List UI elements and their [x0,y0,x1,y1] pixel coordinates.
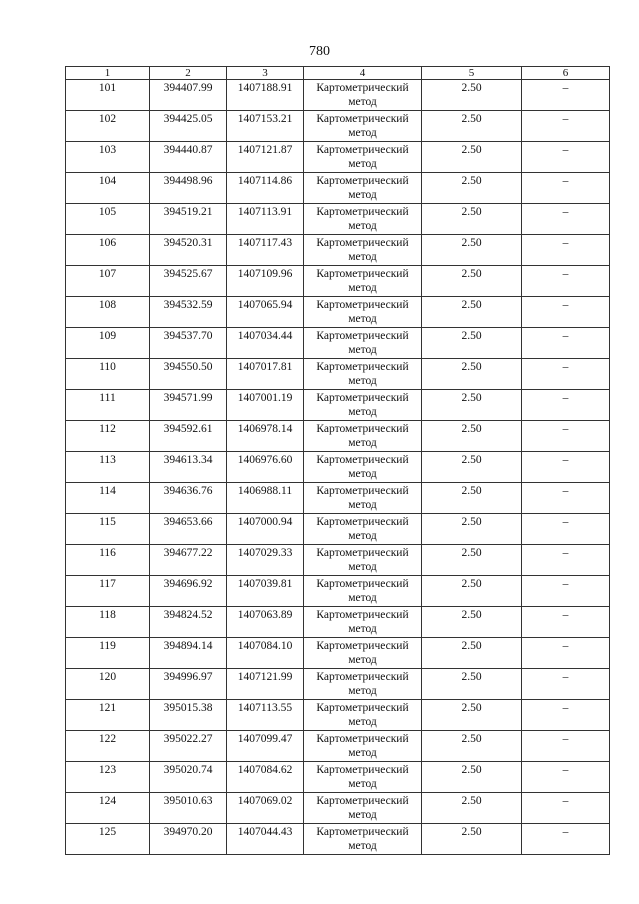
point-number-cell: 116 [66,545,150,576]
point-number-cell: 112 [66,421,150,452]
y-coordinate-cell: 1407099.47 [227,731,304,762]
description-cell: – [522,483,610,514]
method-cell: Картометрический метод [304,235,422,266]
table-row [66,762,610,793]
description-cell: – [522,700,610,731]
point-number-cell: 107 [66,266,150,297]
table-row [66,576,610,607]
column-header-2: 2 [150,67,227,80]
description-cell: – [522,452,610,483]
table-row [66,204,610,235]
point-number-cell: 101 [66,80,150,111]
point-number-cell: 123 [66,762,150,793]
table-header-row [66,67,610,80]
x-coordinate-cell: 394407.99 [150,80,227,111]
table-row [66,607,610,638]
method-cell: Картометрический метод [304,731,422,762]
accuracy-cell: 2.50 [422,452,522,483]
point-number-cell: 120 [66,669,150,700]
x-coordinate-cell: 394498.96 [150,173,227,204]
description-cell: – [522,235,610,266]
y-coordinate-cell: 1407113.55 [227,700,304,731]
y-coordinate-cell: 1407114.86 [227,173,304,204]
table-row [66,266,610,297]
y-coordinate-cell: 1406976.60 [227,452,304,483]
table-row [66,173,610,204]
y-coordinate-cell: 1407001.19 [227,390,304,421]
point-number-cell: 119 [66,638,150,669]
point-number-cell: 118 [66,607,150,638]
table-body [66,80,610,855]
method-cell: Картометрический метод [304,111,422,142]
y-coordinate-cell: 1407084.62 [227,762,304,793]
accuracy-cell: 2.50 [422,235,522,266]
table-row [66,700,610,731]
column-header-5: 5 [422,67,522,80]
description-cell: – [522,266,610,297]
accuracy-cell: 2.50 [422,731,522,762]
accuracy-cell: 2.50 [422,793,522,824]
point-number-cell: 110 [66,359,150,390]
x-coordinate-cell: 394894.14 [150,638,227,669]
description-cell: – [522,545,610,576]
point-number-cell: 105 [66,204,150,235]
x-coordinate-cell: 394425.05 [150,111,227,142]
table-row [66,483,610,514]
y-coordinate-cell: 1407117.43 [227,235,304,266]
accuracy-cell: 2.50 [422,359,522,390]
method-cell: Картометрический метод [304,700,422,731]
accuracy-cell: 2.50 [422,266,522,297]
x-coordinate-cell: 395015.38 [150,700,227,731]
table-row [66,669,610,700]
point-number-cell: 104 [66,173,150,204]
y-coordinate-cell: 1407109.96 [227,266,304,297]
point-number-cell: 106 [66,235,150,266]
y-coordinate-cell: 1406978.14 [227,421,304,452]
table-row [66,111,610,142]
point-number-cell: 114 [66,483,150,514]
y-coordinate-cell: 1407039.81 [227,576,304,607]
method-cell: Картометрический метод [304,483,422,514]
table-row [66,731,610,762]
table-row [66,638,610,669]
accuracy-cell: 2.50 [422,204,522,235]
table-row [66,793,610,824]
point-number-cell: 117 [66,576,150,607]
point-number-cell: 115 [66,514,150,545]
y-coordinate-cell: 1407029.33 [227,545,304,576]
method-cell: Картометрический метод [304,359,422,390]
y-coordinate-cell: 1407034.44 [227,328,304,359]
accuracy-cell: 2.50 [422,824,522,855]
method-cell: Картометрический метод [304,514,422,545]
x-coordinate-cell: 394550.50 [150,359,227,390]
x-coordinate-cell: 394636.76 [150,483,227,514]
x-coordinate-cell: 394996.97 [150,669,227,700]
description-cell: – [522,328,610,359]
y-coordinate-cell: 1407069.02 [227,793,304,824]
coordinates-table [65,66,610,855]
method-cell: Картометрический метод [304,204,422,235]
column-header-4: 4 [304,67,422,80]
accuracy-cell: 2.50 [422,421,522,452]
method-cell: Картометрический метод [304,576,422,607]
accuracy-cell: 2.50 [422,607,522,638]
y-coordinate-cell: 1407084.10 [227,638,304,669]
method-cell: Картометрический метод [304,452,422,483]
description-cell: – [522,669,610,700]
accuracy-cell: 2.50 [422,390,522,421]
y-coordinate-cell: 1407065.94 [227,297,304,328]
y-coordinate-cell: 1407121.87 [227,142,304,173]
accuracy-cell: 2.50 [422,483,522,514]
accuracy-cell: 2.50 [422,297,522,328]
x-coordinate-cell: 394440.87 [150,142,227,173]
method-cell: Картометрический метод [304,328,422,359]
x-coordinate-cell: 394571.99 [150,390,227,421]
accuracy-cell: 2.50 [422,80,522,111]
table-row [66,545,610,576]
method-cell: Картометрический метод [304,824,422,855]
point-number-cell: 111 [66,390,150,421]
method-cell: Картометрический метод [304,390,422,421]
method-cell: Картометрический метод [304,297,422,328]
table-row [66,235,610,266]
y-coordinate-cell: 1407153.21 [227,111,304,142]
accuracy-cell: 2.50 [422,638,522,669]
accuracy-cell: 2.50 [422,545,522,576]
x-coordinate-cell: 394653.66 [150,514,227,545]
y-coordinate-cell: 1407017.81 [227,359,304,390]
point-number-cell: 124 [66,793,150,824]
description-cell: – [522,638,610,669]
description-cell: – [522,514,610,545]
method-cell: Картометрический метод [304,545,422,576]
x-coordinate-cell: 395010.63 [150,793,227,824]
point-number-cell: 125 [66,824,150,855]
y-coordinate-cell: 1407121.99 [227,669,304,700]
x-coordinate-cell: 394696.92 [150,576,227,607]
description-cell: – [522,359,610,390]
column-header-6: 6 [522,67,610,80]
table-row [66,452,610,483]
description-cell: – [522,173,610,204]
point-number-cell: 103 [66,142,150,173]
y-coordinate-cell: 1407188.91 [227,80,304,111]
x-coordinate-cell: 394592.61 [150,421,227,452]
table-row [66,359,610,390]
x-coordinate-cell: 394525.67 [150,266,227,297]
description-cell: – [522,80,610,111]
table-row [66,80,610,111]
description-cell: – [522,297,610,328]
y-coordinate-cell: 1406988.11 [227,483,304,514]
table-row [66,421,610,452]
description-cell: – [522,204,610,235]
method-cell: Картометрический метод [304,762,422,793]
description-cell: – [522,793,610,824]
table-row [66,297,610,328]
column-header-1: 1 [66,67,150,80]
method-cell: Картометрический метод [304,173,422,204]
table-row [66,824,610,855]
x-coordinate-cell: 394677.22 [150,545,227,576]
x-coordinate-cell: 395022.27 [150,731,227,762]
column-header-3: 3 [227,67,304,80]
accuracy-cell: 2.50 [422,328,522,359]
method-cell: Картометрический метод [304,638,422,669]
accuracy-cell: 2.50 [422,700,522,731]
description-cell: – [522,762,610,793]
description-cell: – [522,731,610,762]
x-coordinate-cell: 394532.59 [150,297,227,328]
point-number-cell: 122 [66,731,150,762]
method-cell: Картометрический метод [304,607,422,638]
accuracy-cell: 2.50 [422,111,522,142]
table-row [66,514,610,545]
description-cell: – [522,142,610,173]
x-coordinate-cell: 394519.21 [150,204,227,235]
description-cell: – [522,421,610,452]
point-number-cell: 121 [66,700,150,731]
accuracy-cell: 2.50 [422,669,522,700]
point-number-cell: 108 [66,297,150,328]
method-cell: Картометрический метод [304,669,422,700]
accuracy-cell: 2.50 [422,762,522,793]
description-cell: – [522,111,610,142]
point-number-cell: 109 [66,328,150,359]
y-coordinate-cell: 1407113.91 [227,204,304,235]
point-number-cell: 102 [66,111,150,142]
accuracy-cell: 2.50 [422,142,522,173]
x-coordinate-cell: 394824.52 [150,607,227,638]
method-cell: Картометрический метод [304,266,422,297]
description-cell: – [522,824,610,855]
x-coordinate-cell: 394970.20 [150,824,227,855]
method-cell: Картометрический метод [304,80,422,111]
table-row [66,142,610,173]
x-coordinate-cell: 394537.70 [150,328,227,359]
page-number: 780 [309,44,330,59]
method-cell: Картометрический метод [304,421,422,452]
accuracy-cell: 2.50 [422,173,522,204]
y-coordinate-cell: 1407000.94 [227,514,304,545]
accuracy-cell: 2.50 [422,576,522,607]
y-coordinate-cell: 1407044.43 [227,824,304,855]
description-cell: – [522,390,610,421]
table-row [66,390,610,421]
point-number-cell: 113 [66,452,150,483]
description-cell: – [522,607,610,638]
method-cell: Картометрический метод [304,142,422,173]
description-cell: – [522,576,610,607]
accuracy-cell: 2.50 [422,514,522,545]
x-coordinate-cell: 394613.34 [150,452,227,483]
x-coordinate-cell: 395020.74 [150,762,227,793]
table-row [66,328,610,359]
y-coordinate-cell: 1407063.89 [227,607,304,638]
x-coordinate-cell: 394520.31 [150,235,227,266]
method-cell: Картометрический метод [304,793,422,824]
